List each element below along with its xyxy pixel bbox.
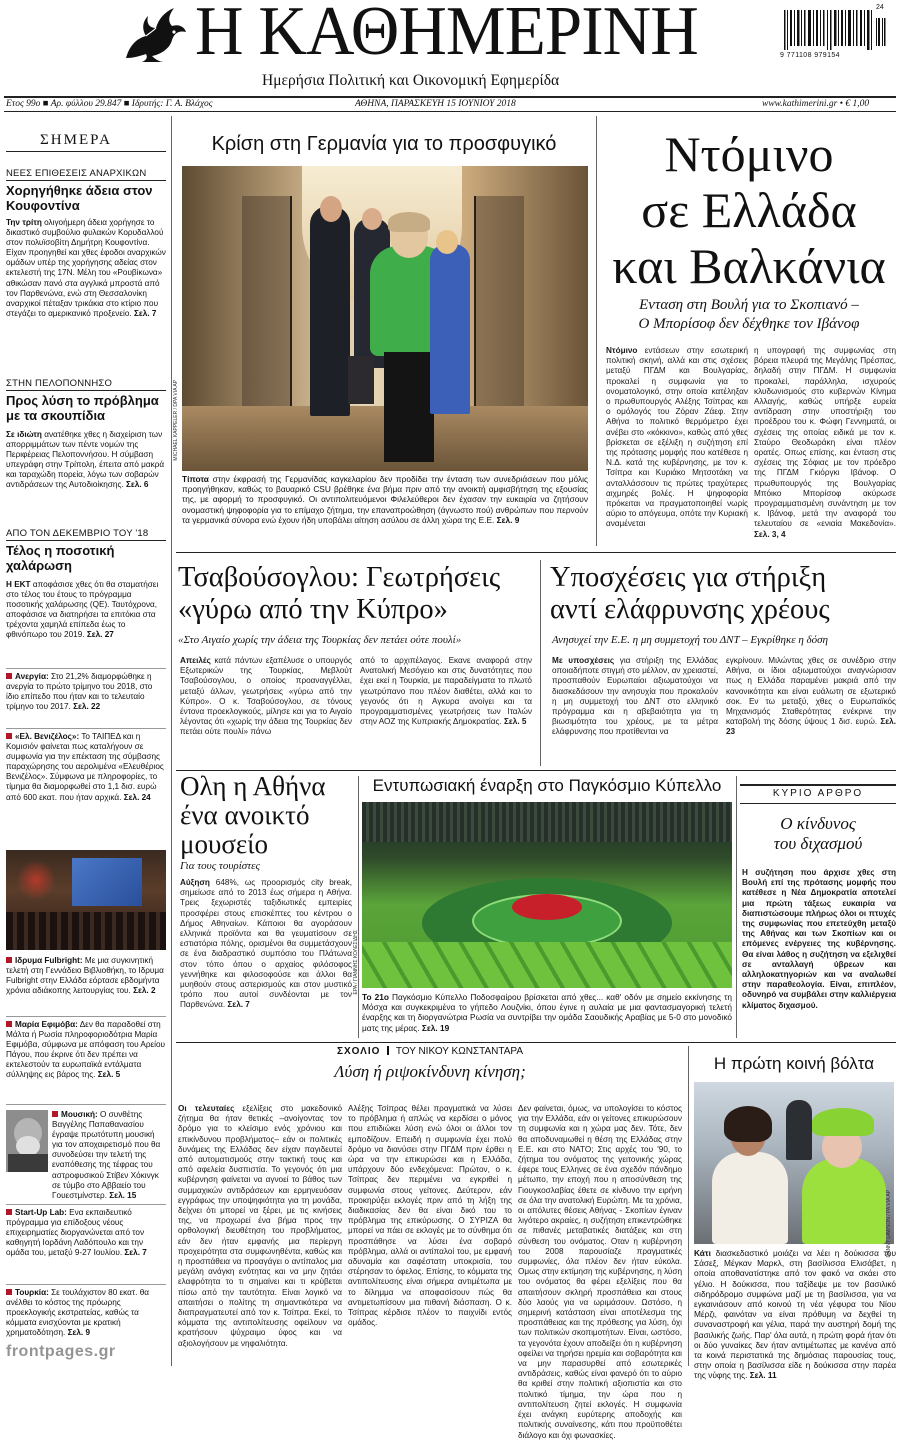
man-left [310,206,350,416]
masthead [0,0,900,112]
bullet-icon [6,1209,12,1215]
debt-body-col-2: εγκρίνουν. Μιλώντας χθες σε συνέδριο στην Αθήνα, οι ίδιοι αξιωματούχοι αναγνώρισαν πως η Ελλάδα παραμένει μακριά από την κανονικότητα και είναι ευάλωτη σε εξωτερικό σοκ. Εν τω μεταξύ, χθες ο Ευρωπαϊκός Μηχανισμός Σταθερότητας ενέκρινε την καταβολή της δόσης ύψους 1 δισ. ευρώ. Σελ. 23 [726,656,896,737]
debt-subhead: Ανησυχεί την Ε.Ε. η μη συμμετοχή του ΔΝΤ – Εγκρίθηκε η δόση [552,634,829,646]
vangelis-photo [6,1110,48,1172]
today-kicker-2: ΣΤΗΝ ΠΕΛΟΠΟΝΝΗΣΟ [6,378,166,391]
worldcup-photo-credit: EPA / ΓΙΑΝΝΗΣ ΚΟΛΕΣΙΔΗΣ [353,930,359,995]
domino-body-col-1: Ντόμινο εντάσεων στην εσωτερική πολιτική σκηνή, αλλά και στις σχέσεις μεταξύ ΠΓΔΜ και Βουλγαρίας, προκαλεί η συμφωνία για το ονοματολογικό, στην οποία κατέληξαν ο πρωθυπουργός Αλέξης Τσίπρας και ο ομόλογός του Ζόραν Ζάεφ. Στην Αθήνα το πολιτικό θερμόμετρο έχει ανέβει στο «κόκκινο», καθώς από χθες βρίσκεται σε εξέλιξη η συζήτηση επί της πρότασης μομφής που κατέθεσε η Ν.Δ. κατά της κυβέρνησης, με τον κ. Τσίπρα και Κυριάκο Μητσοτάκη να ανταλλάσσουν τις πρώτες τραχύτερες αιχμηρές βολές. Η ψηφοφορία πρόκειται να πραγματοποιηθεί νωρίς αύριο το απόγευμα, οπότε την Κυριακή αναμένεται [606,346,748,529]
woman-right [430,244,470,414]
hexagon-field [362,942,732,988]
editorial-box [740,776,896,1038]
portrait-beard [16,1136,40,1156]
projection-screen [72,858,142,906]
today-rule-4 [6,1104,166,1105]
merkel-hair [388,212,430,232]
today-body-3: Η ΕΚΤ αποφάσισε χθες ότι θα σταματήσει στο τέλος του έτους το πρόγραμμα ποσοτικής χαλάρωσης (QE). Ταυτόχρονα, αποφάσισε να διατηρήσει τα επιτόκια στα τρέχοντα χαμηλά επίπεδα έως το φθινόπωρο του 2019. Σελ. 27 [6,580,159,640]
brief-fulbright: Ιδρυμα Fulbright: Με μια συγκινητική τελετή στη Γεννάδειο Βιβλιοθήκη, το Ιδρυμα Fulbright στην Ελλάδα εόρτασε εβδομήντα χρόνια αδιάκοπης λειτουργίας του. Σελ. 2 [6,956,164,996]
today-label-rule [6,151,166,152]
today-title-2[interactable]: Προς λύση το πρόβλημα με τα σκουπίδια [6,393,159,423]
germany-headline[interactable]: Κρίση στη Γερμανία για το προσφυγικό [211,133,557,155]
comment-col-3: Δεν φαίνεται, όμως, να υπολογίσει το κόστος για την Ελλάδα, εάν οι γείτονες επικυρώσουν τη συμφωνία και η χώρα μας δεν. Τότε, δεν θα αποδυναμωθεί η θέση της Ελλάδας στην Ε.Ε. και στο ΝΑΤΟ; Στις αρχές του '90, το ζήτημα του ονόματος της γειτονικής χώρας έφερε τους Ελληνες σε ένα σχεδόν πάνδημο μέτωπο, την εποχή που η αποσύνθεση της Γιουγκοσλαβίας έθετε σε κίνδυνο την ειρήνη σε όλα την ανατολική Ευρώπη. Με τα χρόνια, οι απόλυτες θέσεις Αθήνας - Σκοπίων έγιναν λιγότερο ακραίες, η συζήτηση επικεντρώθηκε σε πιθανές μεταβατικές διατάξεις και στη σύνθεση του ονόματος. Οταν η κυβέρνηση του 2008 παρουσίαζε πραγματικές συμφωνίες, όλα πλέον δεν ήταν εύκολα. Ομως στην εκτίμηση της κυβέρνησης, η λύση του ονόματος θα φέρει εξελίξεις που θα απαιτήσουν σκληρή προσπάθεια και στους δύο λαούς για να ωριμάσουν. Ωστόσο, η σημερινή κατάσταση είναι αποτέλεσμα της προσπάθειας και της πρόθεσης για λύση, όχι των πολιτικών σκοπιμοτήτων. Είναι, ωστόσο, τα γεγονότα έχουν αποδείξει ότι η κυβέρνηση οφείλει να τηρήσει ηρεμία και σοβαρότητα και να μην παρασυρθεί από εσωτερικές αντιδράσεις, καθώς είναι φανερό ότι το αύριο θα κριθεί στην πολιτική αξιοπιστία και στο πολιτικό τίμημα, την ώρα που η αντιπολίτευση ζητεί εκλογές. Η συμφωνία έχει ανάγκη ευρύτερης αποδοχής και πολιτικής συναίνεσης, κάτι που προϋποθέτει διάλογο και όχι φωνασκίες. [518,1104,683,1440]
editorial-headline[interactable]: Ο κίνδυνος του διχασμού [773,814,863,853]
editorial-body: Η συζήτηση που άρχισε χθες στη Βουλή επί της πρότασης μομφής που κατέθεσε η Νέα Δημοκρατία αποτελεί μια πρώτη τάξεως ευκαιρία να διαπιστώσουμε πλήρως όλοι οι πτυχές της συμφωνίας που επετεύχθη μεταξύ της Αθήνας και των Σκοπίων και οι επόμενες ενέργειες της κυβέρνησης. Θα είναι λάθος η συζήτηση να εξελιχθεί σε ανταλλαγή ύβρεων και αλληλοκατηγοριών και να αναλωθεί στην παραθεολογία. Είναι, επιπλέον, οδυνηρό να συμβάλει στην καλλιέργεια κλίματος διχασμού. [742,868,896,1010]
cyprus-body-col-1: Απειλές κατά πάντων εξαπέλυσε ο υπουργός Εξωτερικών της Τουρκίας, Μεβλούτ Τσαβούσογλου, ο οποίος προαναγγέλλει, μεταξύ άλλων, γεωτρήσεις «γύρω από την Κύπρο». Ο κ. Τσαβούσογλου, σε τόνους έντονα προεκλογικούς, μίλησε και για το Αιγαίο λέγοντας ότι «χωρίς την άδεια της Τουρκίας δεν πετάει ούτε πουλί» πάνω [180,656,352,737]
brief-music: Μουσική: Ο συνθέτης Βαγγέλης Παπαθανασίου έγραψε πρωτότυπη μουσική για τον αποχαιρετισμό που θα συνοδεύσει την τελετή της εναπόθεσης της τέφρας του αστροφυσικού Στίβεν Χόκινγκ σε τύμβο στο Αββαείο του Γουεστμίνστερ. Σελ. 15 [52,1110,161,1200]
watermark[interactable]: frontpages.gr [6,1343,116,1360]
comment-col-1: Οι τελευταίες εξελίξεις στο μακεδονικό ζήτημα θα ήταν θετικές –ανοίγοντας τον δρόμο για το κλείσιμο ενός χρόνιου και επικίνδυνου προβλήματος– εάν οι πολιτικές δυνάμεις της Ελλάδας δεν είχαν παγιδευτεί από αυτοματισμούς στην τακτική τους και από αφελεία δυσπιστία. Το γεγονός ότι μια κυβέρνηση φαίνεται να αγνοεί το βάθος των συμμαχικών αντιδράσεων και ερμηνευόσαν εγγράφως την υποψηφιότητα για τη μονάδα, δείχνει ότι μπορεί να ξέρει, με τις κινήσεις της, να προχωρεί ένα βήμα προς την ορθολογική διευθέτηση του προβλήματος, εάν δεν ήταν εμφανής μια περίεργη προχειρότητα στα συμφωνηθέντα, καθώς και η προσπάθεια να προαγάγει ο αντίπαλος μια μεγάλη ανάγκη ενότητας και να μην ζητάει ελαφρότητα το τι σημαίνει και τι κρύβεται πίσω από την ταυτότητα. Είναι λογικό να απαιτήσει ο πολίτης τη σημαντικότερα να διαπραγματευτεί από τον κ. Τσίπρα. Εκεί, το κόμματα της αντιπολίτευσης οφείλουν να κρατήσουν ψύχραιμο ύφος και να αξιολογήσουν με νηφαλιότητα. [178,1104,342,1348]
today-rule-5 [6,1204,166,1205]
comment-label: ΣΧΟΛΙΟ [337,1046,381,1057]
worldcup-editorial-divider [736,776,737,1038]
newspaper-subtitle: Ημερήσια Πολιτική και Οικονομική Εφημερίδα [262,72,560,89]
brief-venizelos: «Ελ. Βενιζέλος»: Το ΤΑΙΠΕΔ και η Κομισιόν φαίνεται πως καταλήγουν σε συμφωνία για την επέκταση της σύμβασης παραχώρησης του αερολιμένα «Ελευθέριος Βενιζέλος». Σύμφωνα με πληροφορίες, το τίμημα θα διαμορφωθεί στο 1,1 δισ. ευρώ από 600 εκατ. που ήταν αρχικά. Σελ. 24 [6,732,164,802]
bag [348,356,374,404]
editorial-label: ΚΥΡΙΟ ΑΡΘΡΟ [772,788,864,799]
brief-unemployment: Ανεργία: Στο 21,2% διαμορφώθηκε η ανεργία το πρώτο τρίμηνο του 2018, στο ίδιο επίπεδο που ήταν και το τελευταίο τρίμηνο του 2017. Σελ. 22 [6,672,153,712]
meghan-dress [712,1152,788,1244]
comment-headline[interactable]: Λύση ή ριψοκίνδυνη κίνηση; [334,1062,526,1081]
today-rule-2 [6,728,166,729]
debt-headline[interactable]: Υποσχέσεις για στήριξη αντί ελάφρυνσης χρέους [550,562,830,625]
woman-right-head [436,230,458,254]
royal-caption: Κάτι διασκεδαστικό μοιάζει να λέει η δούκισσα του Σάσεξ, Μέγκαν Μαρκλ, στη βασίλισσα Ελισάβετ, η οποία αποθανατίστηκε από τον φακό να σκάει στο γέλιο. Η δούκισσα, που ταξίδεψε με τον βασιλικό σιδηρόδρομο συμφώνα μαζί με τη βασίλισσα, για να εγκαινιάσουν από κοινού τη νέα γέφυρα του Νίου Μέρζι, φαινόταν να είναι πρόθυμη να δεχθεί τη συναναστροφή και γέλια, παρά την αυστηρή δομή της βασιλικής ζωής. Παρ' όλα αυτά, η πρώτη φορά ήταν ότι οι δύο γυναίκες δεν ήταν αντιμέτωπες με κανένα από τα κοινά περιστατικά της δημόσιας παρουσίας τους, στην οποία η βασίλισσα είδε η δούκισσα στην παρέα της νύφης της. Σελ. 11 [694,1248,896,1381]
royal-photo-credit: DANNY LAWSON / PA VIA AP [886,1190,892,1258]
today-rule-3 [6,1016,166,1017]
editorial-rule-top [740,784,896,786]
today-kicker-1: ΝΕΕΣ ΕΠΙΘΕΣΕΙΣ ΑΝΑΡΧΙΚΩΝ [6,168,166,181]
barcode [780,6,888,64]
bullet-icon [6,1021,12,1027]
center-right-divider [596,116,597,546]
bullet-icon [6,1289,12,1295]
masthead-info-left: Ετος 99ο ■ Αρ. φύλλου 29.847 ■ Ιδρυτής: Γ. Α. Βλάχος [6,99,213,109]
audience [6,912,166,950]
newspaper-title: Η ΚΑΘΗΜΕΡΙΝΗ [195,0,698,70]
section-rule-bottom [176,1042,896,1043]
merkel-photo [182,166,588,471]
merkel-photo-credit: MICHAEL KAPPELER / DPA VIA AP [173,380,179,461]
brief-efimova: Μαρία Εφιμόβα: Δεν θα παραδοθεί στη Μάλτα ή Ρωσία πληροφοριοδότρια Μαρία Εφιμόβα, σύμφωνα με απόφαση του Αρείου Πάγου, που έκρινε ότι δεν πρέπει να εκτελεστούν τα ευρωπαϊκά εντάλματα σύλληψης εις βάρος της. Σελ. 5 [6,1020,165,1080]
portrait-body [8,1154,48,1172]
masthead-rule-bottom [4,111,896,112]
masthead-date: ΑΘΗΝΑ, ΠΑΡΑΣΚΕΥΗ 15 ΙΟΥΝΙΟΥ 2018 [355,99,516,109]
today-rule-6 [6,1284,166,1285]
today-column [6,116,166,1366]
man-right-head [362,208,382,230]
bullet-icon [52,1111,58,1117]
domino-headline[interactable]: Ντόμινο σε Ελλάδα και Βαλκάνια [612,126,886,294]
domino-subhead: Ενταση στη Βουλή για το Σκοπιανό – Ο Μπορίσοφ δεν δέχθηκε τον Ιβάνοφ [638,297,860,332]
cyprus-headline[interactable]: Τσαβούσογλου: Γεωτρήσεις «γύρω από την Κύπρο» [178,562,501,625]
today-label: ΣΗΜΕΡΑ [40,132,112,148]
germany-caption: Τίποτα στην έκφρασή της Γερμανίδας καγκελαρίου δεν προδίδει την ένταση των συνεδριάσεων που μόλις προηγήθηκαν, καθώς το βαυαρικό CSU βρέθηκε ένα βήμα πριν από την ανοικτή αμφισβήτηση της εξουσίας της, με αφορμή το προσφυγικό. Οι αντιπολιτευόμενοι Φιλελεύθεροι δεν έχασαν την ευκαιρία να ζητήσουν ονομαστική ψηφοφορία για το επίμαχο ζήτημα, την επαναπροώθηση (άγνωστο πού) ανθρώπων που περνούν τα γερμανικά σύνορα ενώ έχουν ήδη υποβάλει αίτηση ασύλου σε άλλη χώρα της Ε.Ε. Σελ. 9 [182,474,588,525]
brief-turkey: Τουρκία: Σε τουλάχιστον 80 εκατ. θα ανέλθει το κόστος της πρόωρης προεκλογικής εκστρατείας, καθώς τα κόμματα ενισχύονται με κρατική χρηματοδότηση. Σελ. 9 [6,1288,149,1338]
fulbright-photo [6,850,166,950]
athens-headline[interactable]: Ολη η Αθήνα ένα ανοικτό μουσείο [180,771,326,859]
today-rule-1 [6,668,166,669]
merkel-trousers [384,352,434,462]
man-left-head [320,196,342,222]
royal-headline[interactable]: Η πρώτη κοινή βόλτα [713,1054,875,1073]
comment-author: ΤΟΥ ΝΙΚΟΥ ΚΩΝΣΤΑΝΤΑΡΑ [395,1046,523,1057]
section-rule-mid [176,552,896,553]
bullet-icon [6,733,12,739]
worldcup-caption: Το 21ο Παγκόσμιο Κύπελλο Ποδοσφαίρου βρίσκεται από χθες... καθ' οδόν με σημείο εκκίνησης τη Μόσχα και συγκεκριμένα το γήπεδο Λουζνίκι, όπου έγινε η αυλαία με μια φαντασμαγορική τελετή έναρξης και τη διοργανώτρια Ρωσία να συντρίβει την ομάδα Σαουδικής Αραβίας με 5-0 στο μονοδικό ματς της μέρας. Σελ. 19 [362,992,732,1033]
man-background [786,1100,812,1160]
bullet-icon [6,957,12,963]
cyprus-debt-divider [540,560,541,766]
today-body-1: Την τρίτη ολιγοήμερη άδεια χορήγησε το δικαστικό συμβούλιο φυλακών Κορυδαλλού στον πολυϊσοβίτη Δημήτρη Κουφοντίνα. Είχαν προηγηθεί και χθες έφοδοι αναρχικών ομάδων υπέρ της χορήγησης αδείας στον εκτελεστή της 17Ν. Μέλη του «Ρουβίκωνα» αθικώσαν πανό στα αγγλικά μπροστά από τον Παρθενώνα, ενώ στη Θεσσαλονίκη αναρχικοί πέταξαν τρικάκια στο κτίριο που στεγάζει το αμερικανικό προξενείο. Σελ. 7 [6,218,166,318]
stadium-crowd [362,802,732,842]
queen-coat [802,1158,886,1244]
barcode-issue: 24 [876,4,884,11]
barcode-icon [780,6,888,52]
comment-separator [387,1046,389,1055]
bullet-icon [6,673,12,679]
cyprus-body-col-2: από το αρχιπέλαγος. Εκανε αναφορά στην Ανατολική Μεσόγειο και στις δυνατότητες που έχει εκεί η Τουρκία, με παραδείγματα το πλωτό γεωτρύπανο που πλέον διαθέτει, αλλά και το γεγονός ότι η Αγκυρα ανοίγει και τα προγραμματισμένες γεωτρήσεις των Ιταλών στην ΑΟΖ της Κυπριακής Δημοκρατίας. Σελ. 5 [360,656,532,727]
royal-photo [694,1082,894,1244]
debt-body-col-1: Με υποσχέσεις για στήριξη της Ελλάδας οποιαδήποτε στιγμή στο μέλλον, αν χρειαστεί, προσπαθούν Ευρωπαίοι αξιωματούχοι να διασκεδάσουν την ανησυχία που προκαλούν η μη συμμετοχή του ΔΝΤ στο ελληνικό πρόγραμμα και η αβεβαιότητα για τη βιωσιμότητα του χρέους, με τα μέτρα ελάφρυνσης που προτίθενται να [552,656,718,737]
today-kicker-3: ΑΠΟ ΤΟΝ ΔΕΚΕΜΒΡΙΟ ΤΟΥ '18 [6,528,166,541]
today-body-2: Σε ιδιώτη ανατέθηκε χθες η διαχείριση των απορριμμάτων των πέντε νομών της Περιφέρειας Πελοποννήσου. Η σύμβαση υπεγράφη στην Τρίπολη, έπειτα από μακρά και ταραχώδη πορεία, λόγω των σοβαρών αντιδράσεων της Αυτοδιοίκησης. Σελ. 6 [6,430,165,490]
left-column-divider [171,116,172,1366]
worldcup-photo [362,802,732,988]
barcode-number: 9 771108 979154 [780,52,840,59]
athens-subhead: Για τους τουρίστες [180,860,260,872]
meghan-hair [724,1106,772,1142]
editorial-rule-bottom [740,803,896,804]
athens-worldcup-divider [358,776,359,1038]
comment-label-row [176,1046,684,1057]
brief-startup: Start-Up Lab: Ενα εκπαιδευτικό πρόγραμμα για επίδοξους νέους επιχειρηματίες διοργανώνεται από τον καθηγητή Ιορδάνη Λαδόπουλο και την ομάδα του, μεταξύ 9-27 Ιουλίου. Σελ. 7 [6,1208,147,1258]
today-title-1[interactable]: Χορηγήθηκε άδεια στον Κουφοντίνα [6,183,153,213]
today-title-3[interactable]: Τέλος η ποσοτική χαλάρωση [6,543,115,573]
worldcup-headline[interactable]: Εντυπωσιακή έναρξη στο Παγκόσμιο Κύπελλο [372,776,722,795]
projection-glow [16,860,56,900]
athens-body: Αύξηση 648%, ως προορισμός city break, σημείωσε από το 2013 έως σήμερα η Αθήνα. Τρεις ξεχωριστές ταξιδιωτικές εμπειρίες προσφέρει στους επισκέπτες του κέντρου ο Δήμος Αθηναίων. Κάποιοι θα αγοράσουν ελληνικά προϊόντα και θα γευματίσουν σε εστιατόρια πόλης, ορισμένοι θα συμμετάσχουν σε ένα διαδραστικό συμπόσιο του Πλάτωνα στον τόπο όπου ο αρχαίος φιλόσοφος γεννήθηκε και φιλοσοφούσε και άλλοι θα μυηθούν στους αστερισμούς και στον μυστικό τρόπο που αυτοί συνδέονται με τον Παρθενώνα. Σελ. 7 [180,878,352,1010]
pegasus-logo-icon [112,2,190,64]
masthead-rule-top [4,96,896,98]
domino-body-col-2: η υπογραφή της συμφωνίας στη βόρεια πλευρά της Μεγάλης Πρέσπας, δηλαδή στην ΠΓΔΜ. Η συμφωνία προκαλεί, παράλληλα, ισχυρούς κλυδωνισμούς στο κυβερνών Κίνημα Αλλαγής, καθώς υπήρξε ευρεία αντίδραση στην υποστήριξη του προέδρου του κ. Φώφη Γεννηματά, οι σχέσεις της οποίας ειδικά με τον κ. Σταύρο Θεοδωράκη είναι πλέον ορατές. Οπως επίσης, και ένταση στις σχέσεις της Σόφιας με τον πρόεδρο της ΠΓΔΜ Γκιόργκι Ιβάνοφ. Ο πρωθυπουργός της Βουλγαρίας Μπόικο Μπορίσοφ ακύρωσε προγραμματισμένη συνάντηση με τον κ. Ιβάνοφ, μετά την αναφορά του τελευταίου σε «ενιαία Μακεδονία». Σελ. 3, 4 [754,346,896,539]
comment-col-2: Αλέξης Τσίπρας θέλει πραγματικά να λύσει το πρόβλημα ή απλώς να κερδίσει ο μόνος που επιδιώκει λύση ενώ όλοι οι άλλοι τον εμποδίζουν. Επειδή η συμφωνία έχει πολύ δρόμο να διανύσει στην ΠΓΔΜ πριν έρθει η ώρα να την επικυρώσει και η Ελλάδα, υπάρχουν δύο ενδεχόμενα: Πρώτον, ο κ. Τσίπρας δεν περιμένει να εγκριθεί η συμφωνία στους γείτονες. Δεύτερον, εάν προκηρύξει εκλογές πριν από τη λήξη της διαδικασίας δεν θα είναι δικό του το πρόβλημα της επικύρωσης. Ο ΣΥΡΙΖΑ θα μπορεί να πάει σε εκλογές με το σύνθημα ότι προσπάθησε να λύσει ένα σοβαρό πρόβλημα, αλλά οι αντίπαλοί του, με εμφανή αδυναμία και σαφέστατη υποκρισία, του στέρησαν το όφελος. Επίσης, το κόμματα της αντιπολίτευσης είναι σήμερα αντιμέτωπα με το δίλημμα να αποφασίσουν πώς θα αντιμετωπίσουν μια πιθανή διάσπαση. Ο κ. Τσίπρας κέρδισε πλέον το παιχνίδι εντός ομάδος. [348,1104,512,1328]
center-stage [512,894,582,920]
cyprus-subhead: «Στο Αιγαίο χωρίς την άδεια της Τουρκίας δεν πετάει ούτε πουλί» [178,634,462,646]
queen-hat [812,1108,874,1136]
masthead-info-right: www.kathimerini.gr • € 1,00 [762,99,870,109]
comment-royal-divider [688,1046,689,1366]
